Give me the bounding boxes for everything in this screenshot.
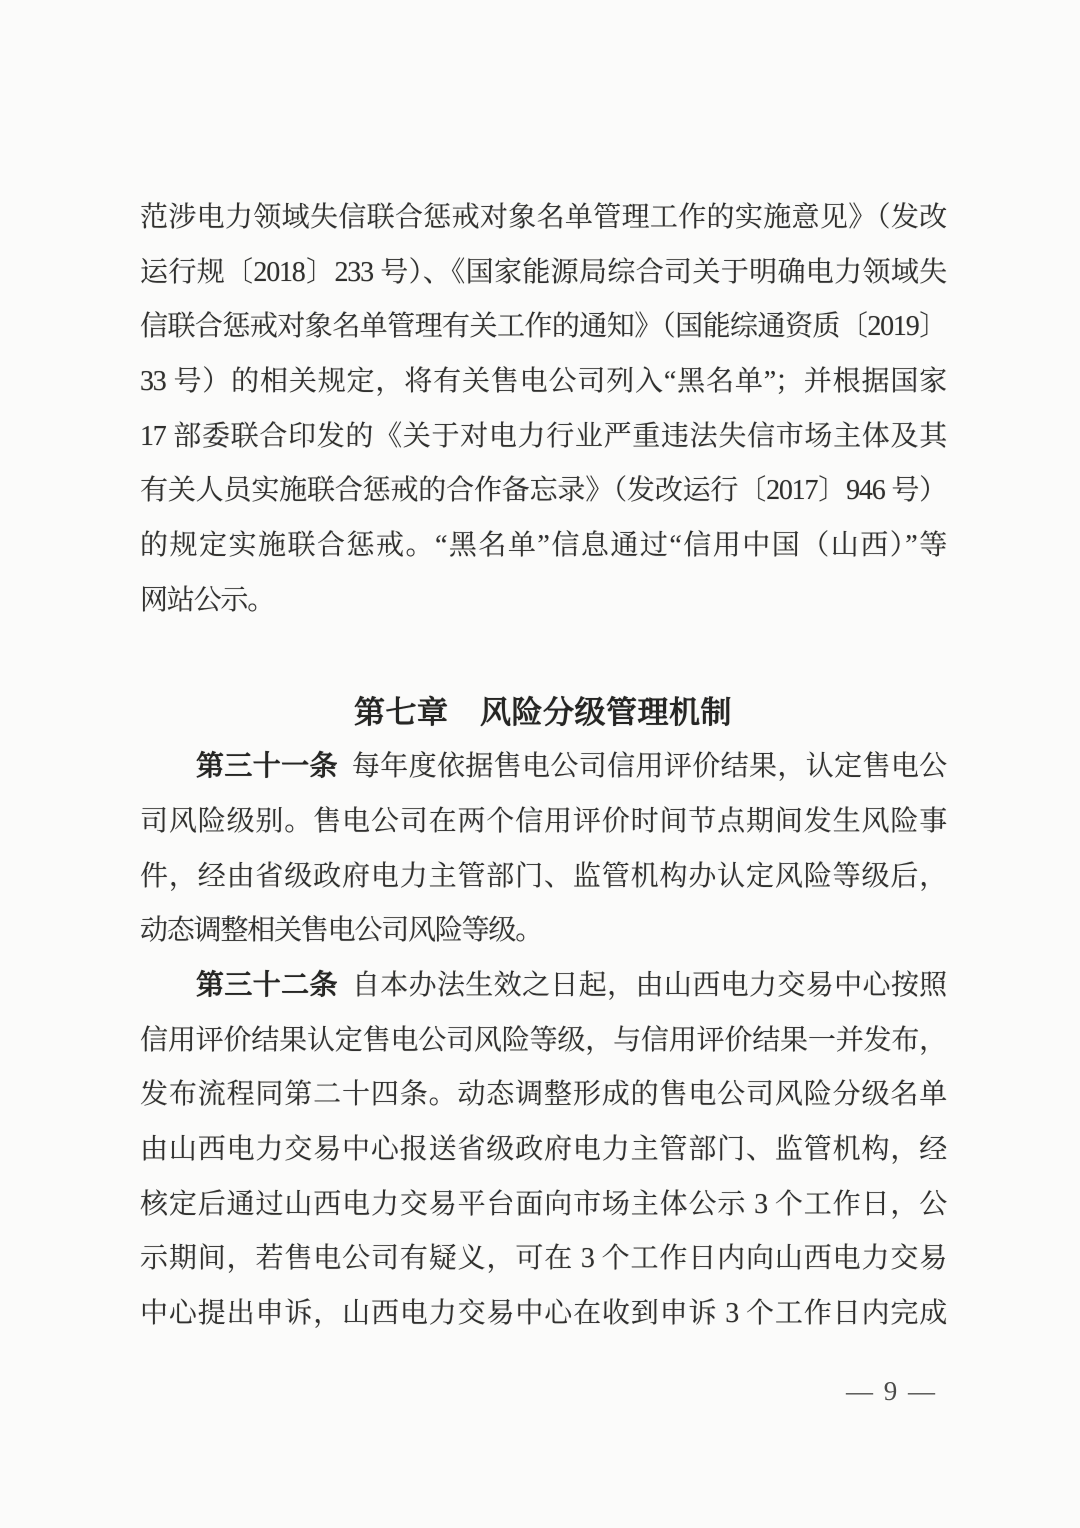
chapter-heading: 第七章 风险分级管理机制	[354, 694, 732, 730]
article-32-number: 第三十二条	[196, 969, 338, 1001]
paragraph-line: 核定后通过山西电力交易平台面向市场主体公示 3 个工作日，公	[140, 1188, 946, 1220]
paragraph-line: 由山西电力交易中心报送省级政府电力主管部门、监管机构，经	[140, 1134, 946, 1165]
article-31-number: 第三十一条	[196, 751, 338, 783]
paragraph-line: 发布流程同第二十四条。动态调整形成的售电公司风险分级名单	[140, 1079, 946, 1111]
section-gap	[140, 629, 946, 686]
paragraph-line: 有关人员实施联合惩戒的合作备忘录》（发改运行〔2017〕946 号）	[140, 475, 946, 507]
article-32-text: 自本办法生效之日起，由山西电力交易中心按照	[351, 969, 946, 1001]
article-31-first-line	[140, 740, 946, 795]
paragraph-line: 件，经由省级政府电力主管部门、监管机构办认定风险等级后，	[140, 860, 946, 892]
paragraph-line: 信联合惩戒对象名单管理有关工作的通知》（国能综通资质〔2019〕	[140, 311, 946, 343]
page-number: — 9 —	[846, 1376, 937, 1406]
paragraph-line: 运行规〔2018〕233 号）、《国家能源局综合司关于明确电力领域失	[140, 256, 946, 288]
paragraph-line: 范涉电力领域失信联合惩戒对象名单管理工作的实施意见》（发改	[140, 202, 946, 233]
paragraph-line: 示期间，若售电公司有疑义，可在 3 个工作日内向山西电力交易	[140, 1243, 946, 1275]
article-31-text: 每年度依据售电公司信用评价结果，认定售电公	[351, 751, 946, 783]
paragraph-line: 17 部委联合印发的《关于对电力行业严重违法失信市场主体及其	[140, 420, 946, 452]
article-32-first-line	[140, 959, 946, 1014]
paragraph-line: 司风险级别。售电公司在两个信用评价时间节点期间发生风险事	[140, 805, 946, 837]
paragraph-line: 网站公示。	[140, 584, 275, 616]
paragraph-line: 的规定实施联合惩戒。“黑名单”信息通过“信用中国（山西）”等	[140, 530, 946, 562]
paragraph-line: 中心提出申诉，山西电力交易中心在收到申诉 3 个工作日内完成	[140, 1298, 946, 1330]
paragraph-line: 信用评价结果认定售电公司风险等级，与信用评价结果一并发布，	[140, 1024, 946, 1056]
paragraph-line: 动态调整相关售电公司风险等级。	[140, 915, 543, 947]
document-body	[140, 191, 946, 1342]
paragraph-line: 33 号）的相关规定，将有关售电公司列入“黑名单”；并根据国家	[140, 366, 946, 398]
